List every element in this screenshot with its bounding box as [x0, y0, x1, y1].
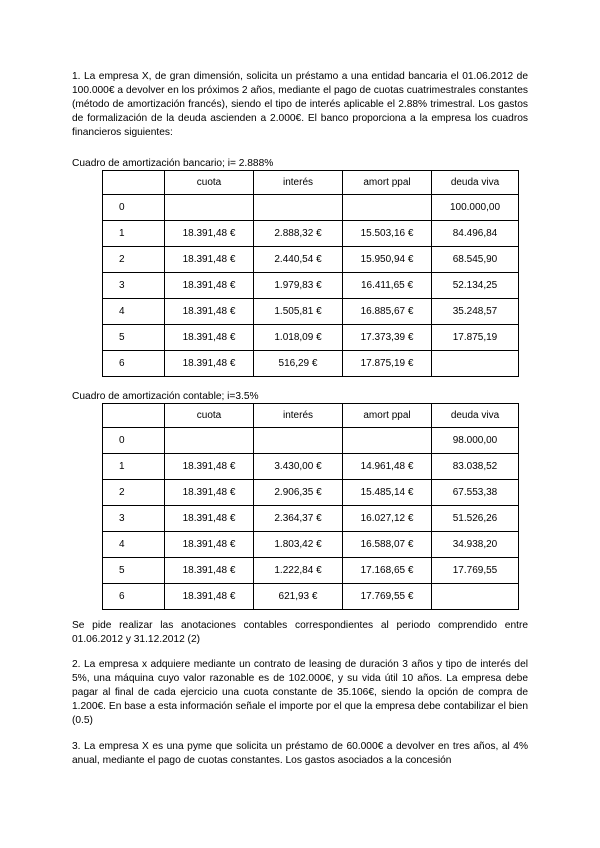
table-cell: 35.248,57 — [432, 299, 519, 325]
table-row — [103, 454, 519, 480]
table-cell: 18.391,48 € — [165, 351, 254, 377]
table-cell: 3.430,00 € — [254, 454, 343, 480]
table-cell: 17.875,19 — [432, 325, 519, 351]
table-cell — [165, 195, 254, 221]
table-cell: 17.373,39 € — [343, 325, 432, 351]
table-cell: 18.391,48 € — [165, 532, 254, 558]
table-header-cell: amort ppal — [343, 171, 432, 195]
table-cell: 15.950,94 € — [343, 247, 432, 273]
problem-2-statement: 2. La empresa x adquiere mediante un contrato de leasing de duración 3 años y tipo de interés del 5%, una máquina cuyo valor razonable es de 102.000€, y su vida útil 10 años. La empresa debe pagar al final de cada ejercicio una cuota constante de 35.106€, siendo la opción de compra de 1.200€. En base a esta información señale el importe por el que la empresa debe contabilizar el bien (0.5) — [72, 659, 528, 726]
table-cell: 16.588,07 € — [343, 532, 432, 558]
table-row — [103, 428, 519, 454]
table-cell: 17.875,19 € — [343, 351, 432, 377]
table-row — [103, 558, 519, 584]
table-cell: 17.769,55 — [432, 558, 519, 584]
table-cell: 100.000,00 — [432, 195, 519, 221]
table-cell: 6 — [103, 584, 165, 610]
table-cell: 84.496,84 — [432, 221, 519, 247]
table-cell: 17.769,55 € — [343, 584, 432, 610]
table-cell: 1 — [103, 454, 165, 480]
table-cell: 4 — [103, 299, 165, 325]
table-cell: 51.526,26 — [432, 506, 519, 532]
problem-1-statement: 1. La empresa X, de gran dimensión, solicita un préstamo a una entidad bancaria el 01.06.2012 de 100.000€ a devolver en los próximos 2 años, mediante el pago de cuotas cuatrimestrales constantes (método de amortización francés), siendo el tipo de interés aplicable el 2.88% trimestral. Los gastos de formalización de la deuda ascienden a 2.000€. El banco proporciona a la empresa los cuadros financieros siguientes: — [72, 71, 528, 138]
table-cell: 17.168,65 € — [343, 558, 432, 584]
table-cell: 18.391,48 € — [165, 480, 254, 506]
table-cell: 18.391,48 € — [165, 299, 254, 325]
table-row — [103, 480, 519, 506]
table-cell — [343, 428, 432, 454]
table-cell: 621,93 € — [254, 584, 343, 610]
table-cell: 1.505,81 € — [254, 299, 343, 325]
table-cell: 3 — [103, 273, 165, 299]
table-cell: 1 — [103, 221, 165, 247]
table-row — [103, 221, 519, 247]
table-cell: 0 — [103, 428, 165, 454]
table-header-cell: interés — [254, 171, 343, 195]
table-header-row — [103, 404, 519, 428]
table-row — [103, 351, 519, 377]
table-row — [103, 584, 519, 610]
table-cell: 16.885,67 € — [343, 299, 432, 325]
table-cell: 15.503,16 € — [343, 221, 432, 247]
table-cell — [254, 195, 343, 221]
table-cell: 16.027,12 € — [343, 506, 432, 532]
table-cell — [432, 351, 519, 377]
table-header-cell — [103, 404, 165, 428]
table-cell: 18.391,48 € — [165, 454, 254, 480]
table-cell: 2.364,37 € — [254, 506, 343, 532]
table-cell: 18.391,48 € — [165, 247, 254, 273]
table-cell: 34.938,20 — [432, 532, 519, 558]
table-header-cell: amort ppal — [343, 404, 432, 428]
problem-1-request: Se pide realizar las anotaciones contables correspondientes al periodo comprendido entre 01.06.2012 y 31.12.2012 (2) — [72, 620, 528, 645]
table-cell: 5 — [103, 558, 165, 584]
table-header-cell: cuota — [165, 171, 254, 195]
table-cell: 52.134,25 — [432, 273, 519, 299]
accounting-table-caption: Cuadro de amortización contable; i=3.5% — [72, 391, 259, 402]
accounting-amortization-table — [102, 403, 519, 610]
table-cell: 18.391,48 € — [165, 506, 254, 532]
table-cell: 6 — [103, 351, 165, 377]
table-header-row — [103, 171, 519, 195]
table-cell: 18.391,48 € — [165, 273, 254, 299]
table-row — [103, 195, 519, 221]
table-cell: 1.222,84 € — [254, 558, 343, 584]
bank-amortization-table — [102, 170, 519, 377]
table-row — [103, 325, 519, 351]
table-header-cell: interés — [254, 404, 343, 428]
table-cell — [165, 428, 254, 454]
table-cell: 3 — [103, 506, 165, 532]
table-cell: 18.391,48 € — [165, 584, 254, 610]
table-cell: 5 — [103, 325, 165, 351]
table-cell: 14.961,48 € — [343, 454, 432, 480]
table-row — [103, 506, 519, 532]
table-cell — [343, 195, 432, 221]
table-row — [103, 299, 519, 325]
table-row — [103, 273, 519, 299]
table-cell: 68.545,90 — [432, 247, 519, 273]
problem-3-statement: 3. La empresa X es una pyme que solicita un préstamo de 60.000€ a devolver en tres años, al 4% anual, mediante el pago de cuotas constantes. Los gastos asociados a la concesión — [72, 741, 528, 766]
table-header-cell: deuda viva — [432, 404, 519, 428]
table-cell: 15.485,14 € — [343, 480, 432, 506]
table-cell: 2 — [103, 480, 165, 506]
table-cell: 4 — [103, 532, 165, 558]
table-cell: 1.803,42 € — [254, 532, 343, 558]
table-cell: 516,29 € — [254, 351, 343, 377]
bank-table-caption: Cuadro de amortización bancario; i= 2.888% — [72, 158, 274, 169]
table-cell: 18.391,48 € — [165, 558, 254, 584]
table-row — [103, 532, 519, 558]
table-cell: 1.979,83 € — [254, 273, 343, 299]
table-cell: 16.411,65 € — [343, 273, 432, 299]
table-cell — [254, 428, 343, 454]
table-cell: 2.440,54 € — [254, 247, 343, 273]
table-row — [103, 247, 519, 273]
table-cell: 18.391,48 € — [165, 221, 254, 247]
table-cell: 2.888,32 € — [254, 221, 343, 247]
table-header-cell: cuota — [165, 404, 254, 428]
table-cell: 83.038,52 — [432, 454, 519, 480]
table-header-cell — [103, 171, 165, 195]
table-cell — [432, 584, 519, 610]
table-cell: 2.906,35 € — [254, 480, 343, 506]
table-cell: 2 — [103, 247, 165, 273]
table-cell: 18.391,48 € — [165, 325, 254, 351]
table-cell: 0 — [103, 195, 165, 221]
table-cell: 67.553,38 — [432, 480, 519, 506]
table-cell: 98.000,00 — [432, 428, 519, 454]
table-cell: 1.018,09 € — [254, 325, 343, 351]
table-header-cell: deuda viva — [432, 171, 519, 195]
